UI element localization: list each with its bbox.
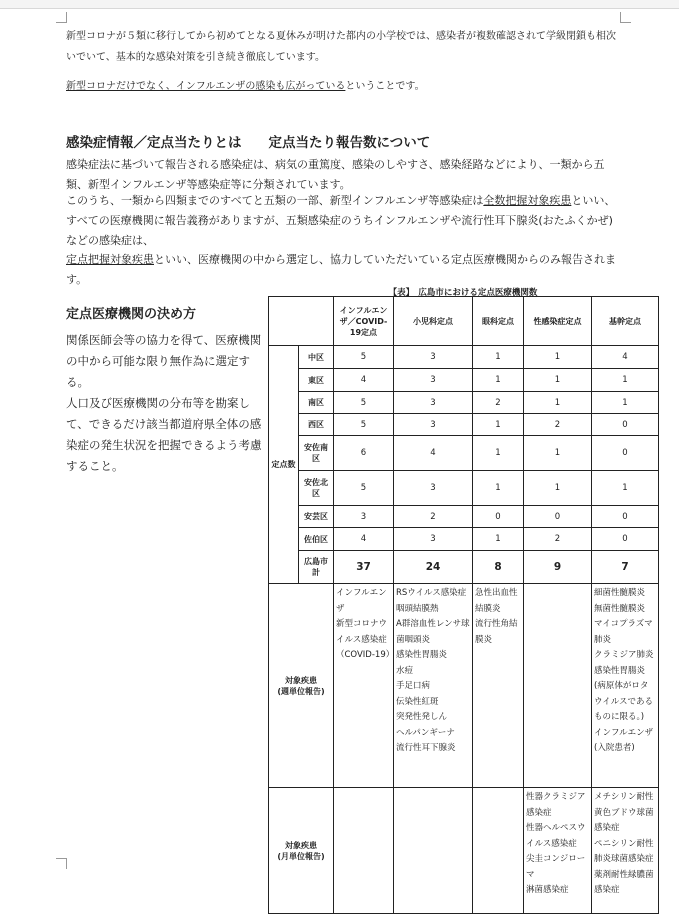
selection-text: [66, 330, 262, 477]
monthly-disease-row: [269, 788, 659, 914]
crop-mark-bottom-left: [56, 858, 67, 869]
subheading: 定点医療機関の決め方: [66, 307, 197, 322]
value-cell: 4: [334, 528, 394, 551]
value-cell: 4: [334, 369, 394, 392]
table-row: [269, 414, 659, 436]
table-header-row: [269, 297, 659, 346]
sentinel-table: [268, 296, 659, 914]
value-cell: 3: [394, 414, 473, 436]
total-value-cell: 8: [473, 551, 524, 584]
column-header: 小児科定点: [394, 297, 473, 346]
paragraph-sentinel: [66, 250, 616, 290]
reporting-underlined: 全数把握対象疾患: [483, 194, 572, 207]
table-corner-cell: [269, 297, 334, 346]
district-cell: 安佐北区: [299, 471, 334, 506]
value-cell: 0: [592, 436, 659, 471]
value-cell: 3: [394, 346, 473, 369]
value-cell: 3: [394, 471, 473, 506]
total-value-cell: 24: [394, 551, 473, 584]
table-row: [269, 369, 659, 392]
total-value-cell: 7: [592, 551, 659, 584]
paragraph-classification: 感染症法に基づいて報告される感染症は、病気の重篤度、感染のしやすさ、感染経路などにより、一類から五類、新型インフルエンザ等感染症等に分類されています。: [66, 158, 605, 191]
value-cell: 3: [394, 528, 473, 551]
table-row: [269, 346, 659, 369]
section-heading: 感染症情報／定点当たりとは 定点当たり報告数について: [66, 135, 431, 151]
disease-cell: [334, 788, 394, 914]
table-row: [269, 506, 659, 528]
disease-row-label: 対象疾患 (週単位報告): [269, 584, 334, 788]
influenza-note-underlined: 新型コロナだけでなく、インフルエンザの感染も広がっている: [66, 81, 346, 92]
paragraph-reporting: [66, 191, 616, 251]
disease-cell: RSウイルス感染症 咽頭結膜熱 A群溶血性レンサ球菌咽頭炎 感染性胃腸炎 水痘 手足口病 伝染性紅斑 突発性発しん ヘルパンギーナ 流行性耳下腺炎: [394, 584, 473, 788]
value-cell: 1: [524, 392, 592, 414]
district-cell: 西区: [299, 414, 334, 436]
district-cell: 安佐南区: [299, 436, 334, 471]
total-value-cell: 9: [524, 551, 592, 584]
reporting-before: このうち、一類から四類までのすべてと五類の一部、新型インフルエンザ等感染症は: [66, 194, 484, 207]
value-cell: 5: [334, 414, 394, 436]
value-cell: 1: [524, 369, 592, 392]
value-cell: 1: [473, 528, 524, 551]
value-cell: 1: [473, 436, 524, 471]
column-header: 性感染症定点: [524, 297, 592, 346]
value-cell: 2: [394, 506, 473, 528]
value-cell: 0: [592, 506, 659, 528]
crop-mark-top-left: [56, 12, 67, 23]
value-cell: 5: [334, 471, 394, 506]
weekly-disease-row: [269, 584, 659, 788]
table-row: [269, 528, 659, 551]
disease-cell: メチシリン耐性黄色ブドウ球菌感染症 ペニシリン耐性肺炎球菌感染症 薬剤耐性緑膿菌感染症: [592, 788, 659, 914]
value-cell: 2: [524, 528, 592, 551]
value-cell: 1: [524, 346, 592, 369]
value-cell: 1: [473, 414, 524, 436]
ruler: [0, 0, 679, 9]
value-cell: 1: [592, 369, 659, 392]
selection-text-line: 人口及び医療機関の分布等を勘案して、できるだけ該当都道府県全体の感染症の発生状況を把握できるよう考慮すること。: [66, 396, 262, 473]
disease-cell: [394, 788, 473, 914]
value-cell: 0: [592, 528, 659, 551]
disease-cell: インフルエンザ 新型コロナウイルス感染症（COVID-19）: [334, 584, 394, 788]
sentinel-rest: といい、医療機関の中から選定し、協力していただいている定点医療機関からのみ報告されます。: [66, 253, 616, 286]
table-total-row: [269, 551, 659, 584]
influenza-note-rest: ということです。: [345, 81, 425, 92]
disease-cell: 急性出血性結膜炎 流行性角結膜炎: [473, 584, 524, 788]
value-cell: 1: [592, 471, 659, 506]
disease-cell: [473, 788, 524, 914]
value-cell: 3: [394, 392, 473, 414]
disease-cell: 細菌性髄膜炎 無菌性髄膜炎 マイコプラズマ肺炎 クラミジア肺炎 感染性胃腸炎 (病原体がロタウイルスであるものに限る。) インフルエンザ(入院患者): [592, 584, 659, 788]
value-cell: 1: [524, 436, 592, 471]
value-cell: 4: [592, 346, 659, 369]
disease-row-label: 対象疾患 (月単位報告): [269, 788, 334, 914]
district-cell: 南区: [299, 392, 334, 414]
influenza-note: [66, 76, 616, 97]
intro-paragraph: 新型コロナが５類に移行してから初めてとなる夏休みが明けた都内の小学校では、感染者が複数確認されて学級閉鎖も相次いでいて、基本的な感染対策を引き続き徹底しています。: [66, 31, 616, 63]
value-cell: 1: [473, 471, 524, 506]
table-row: [269, 471, 659, 506]
district-cell: 東区: [299, 369, 334, 392]
district-cell: 中区: [299, 346, 334, 369]
value-cell: 4: [394, 436, 473, 471]
value-cell: 5: [334, 346, 394, 369]
column-header: 眼科定点: [473, 297, 524, 346]
total-value-cell: 37: [334, 551, 394, 584]
group-label-cell: 定点数: [269, 346, 299, 584]
value-cell: 6: [334, 436, 394, 471]
disease-cell: 性器クラミジア感染症 性器ヘルペスウイルス感染症 尖圭コンジローマ 淋菌感染症: [524, 788, 592, 914]
value-cell: 0: [592, 414, 659, 436]
district-cell: 安芸区: [299, 506, 334, 528]
total-label-cell: 広島市計: [299, 551, 334, 584]
value-cell: 2: [524, 414, 592, 436]
value-cell: 5: [334, 392, 394, 414]
column-header: インフルエンザ／COVID-19定点: [334, 297, 394, 346]
value-cell: 0: [473, 506, 524, 528]
sentinel-underlined: 定点把握対象疾患: [66, 253, 154, 266]
value-cell: 1: [592, 392, 659, 414]
table-row: [269, 436, 659, 471]
value-cell: 2: [473, 392, 524, 414]
table-caption: 【表】 広島市における定点医療機関数: [388, 288, 538, 298]
reporting-after: といい、すべての医療機関に報告義務がありますが、五類感染症のうちインフルエンザや流行性耳下腺炎(おたふくかぜ)などの感染症は、: [66, 194, 616, 247]
crop-mark-top-right: [620, 12, 631, 23]
district-cell: 佐伯区: [299, 528, 334, 551]
value-cell: 3: [334, 506, 394, 528]
column-header: 基幹定点: [592, 297, 659, 346]
value-cell: 1: [473, 369, 524, 392]
value-cell: 1: [524, 471, 592, 506]
disease-cell: [524, 584, 592, 788]
value-cell: 0: [524, 506, 592, 528]
value-cell: 1: [473, 346, 524, 369]
table-row: [269, 392, 659, 414]
selection-text-line: 関係医師会等の協力を得て、医療機関の中から可能な限り無作為に選定する。: [66, 333, 262, 389]
value-cell: 3: [394, 369, 473, 392]
